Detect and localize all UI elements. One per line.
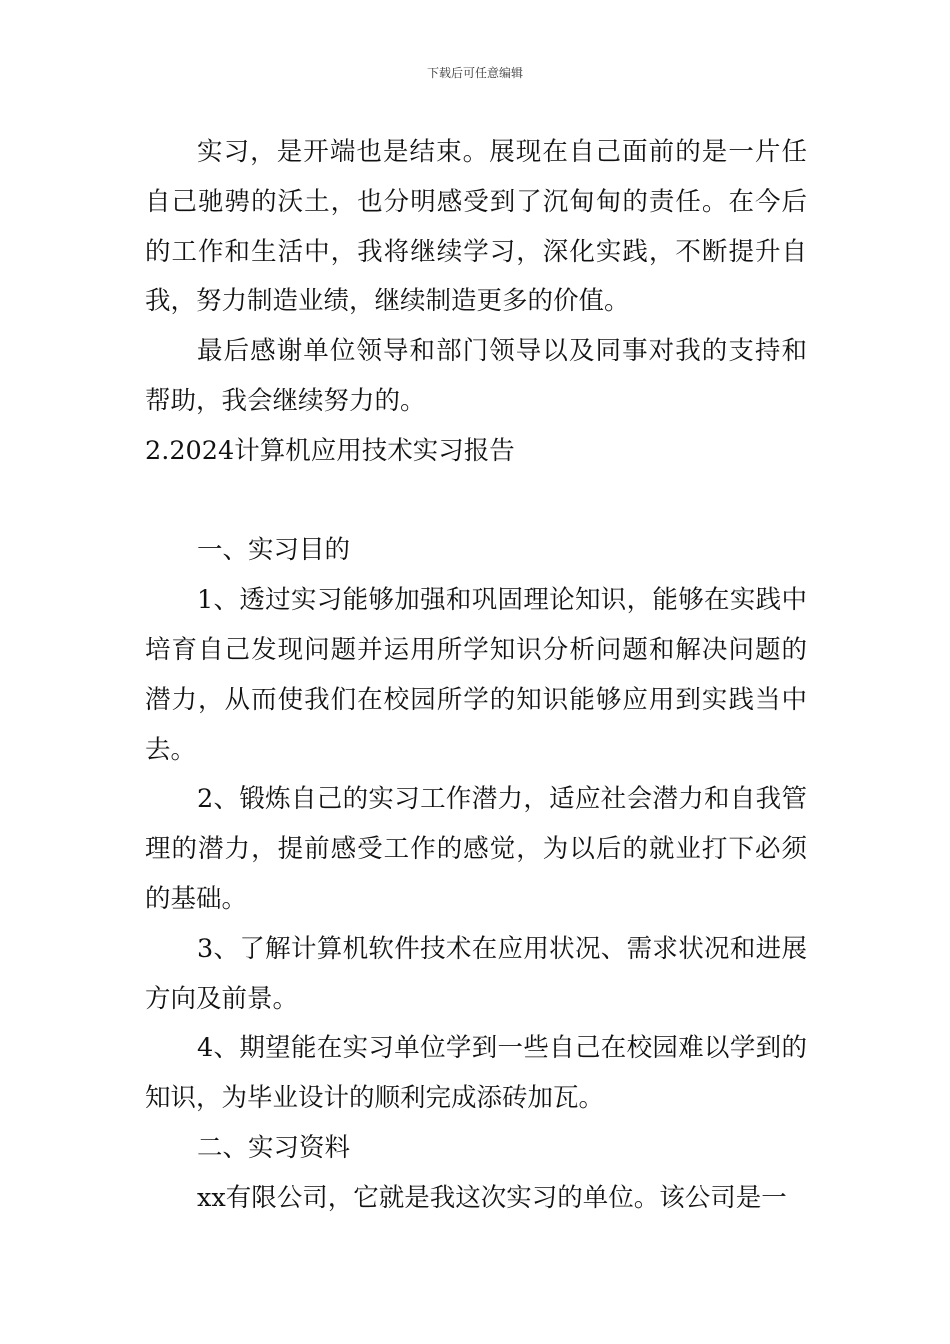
list-item-purpose-1: 1、透过实习能够加强和巩固理论知识，能够在实践中培育自己发现问题并运用所学知识分析问题和解决问题的潜力，从而使我们在校园所学的知识能够应用到实践当中去。 <box>145 585 807 765</box>
paragraph-internship-conclusion: 实习，是开端也是结束。展现在自己面前的是一片任自己驰骋的沃土，也分明感受到了沉甸甸的责任。在今后的工作和生活中，我将继续学习，深化实践，不断提升自我，努力制造业绩，继续制造更多的价值。 <box>145 137 807 317</box>
page-header-note: 下载后可任意编辑 <box>426 66 523 80</box>
section-title-report: 2.2024计算机应用技术实习报告 <box>145 435 515 466</box>
heading-internship-purpose: 一、实习目的 <box>197 535 351 566</box>
paragraph-thanks: 最后感谢单位领导和部门领导以及同事对我的支持和帮助，我会继续努力的。 <box>145 336 807 416</box>
document-body <box>145 128 807 1224</box>
list-item-purpose-3: 3、了解计算机软件技术在应用状况、需求状况和进展方向及前景。 <box>145 933 807 1014</box>
blank-line <box>145 477 807 527</box>
list-item-purpose-2: 2、锻炼自己的实习工作潜力，适应社会潜力和自我管理的潜力，提前感受工作的感觉，为以后的就业打下必须的基础。 <box>145 784 807 914</box>
heading-internship-materials: 二、实习资料 <box>197 1132 351 1163</box>
list-item-purpose-4: 4、期望能在实习单位学到一些自己在校园难以学到的知识，为毕业设计的顺利完成添砖加瓦。 <box>145 1033 807 1114</box>
paragraph-company-intro: xx有限公司，它就是我这次实习的单位。该公司是一 <box>197 1182 787 1213</box>
